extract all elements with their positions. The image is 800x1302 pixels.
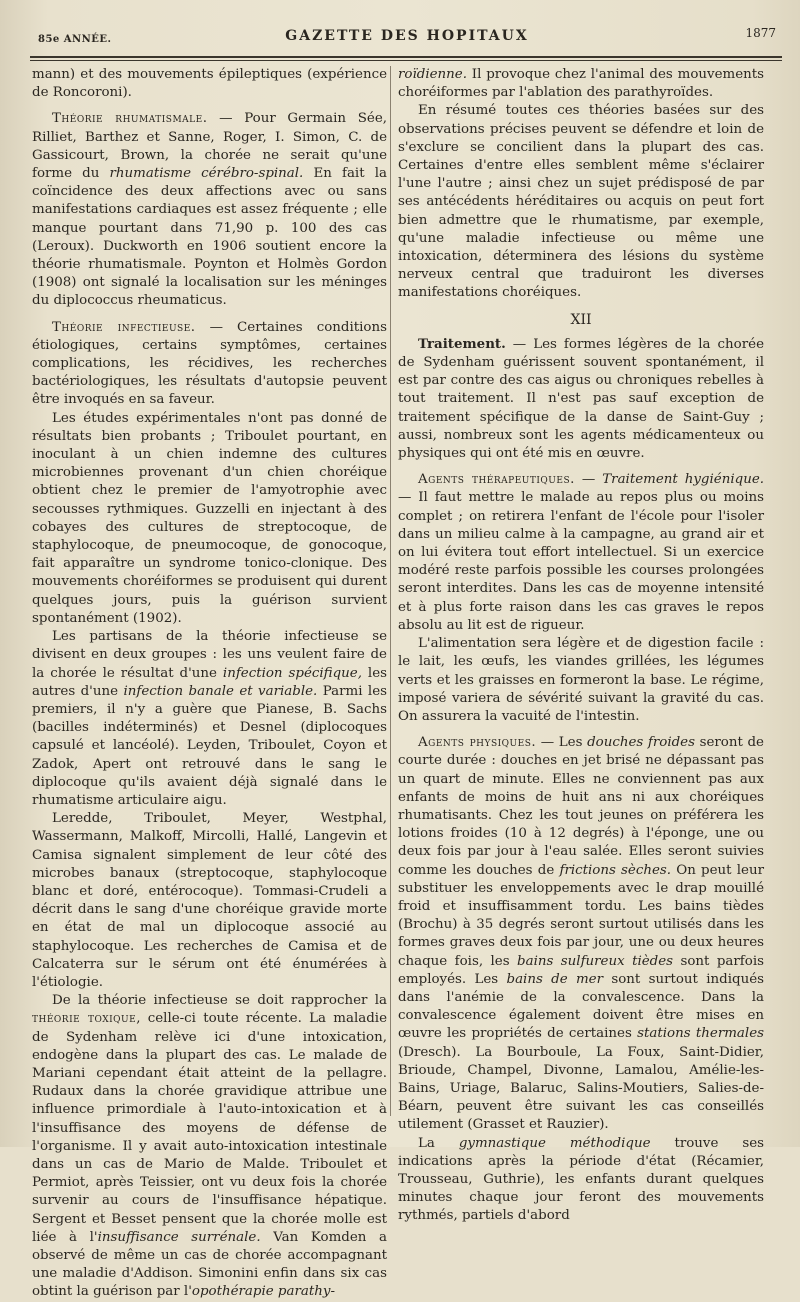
section-heading: Théorie rhumatismale. (52, 111, 208, 127)
paragraph: Les études expérimentales n'ont pas donné de résultats bien probants ; Triboulet pourtant, en inoculant à un chien indemne des cultures microbiennes provenant d'un chien choréique obtient chez le premier de l'amyotrophie avec secousses rythmiques. Guzzelli en injectant à des cobayes des cultures de streptocoque, de staphylocoque, de pneumocoque, de gonocoque, fait apparaître un syndrome tonico-clonique. Des mouvements choréiformes se produisent qui durent quelques jours, puis la guérison survient spontanément (1902). (32, 410, 387, 626)
section-heading: Agents physiques. (418, 735, 537, 751)
paragraph: L'alimentation sera légère et de digestion facile : le lait, les œufs, les viandes grillées, les légumes verts et les graisses en formeront la base. Le régime, imposé variera de sévérité suivant la gravité du cas. On assurera la vacuité de l'intestin. (398, 636, 764, 724)
header-rule-thin (30, 60, 782, 61)
paragraph-treatment: Traitement. — Les formes légères de la chorée de Sydenham guérissent souvent spontanément, il est par contre des cas aigus ou chroniques rebelles à tout traitement. Il n'est pas sauf exception de traitement spécifique de la danse de Saint-Guy ; aussi, nombreux sont les agents médicamenteux ou physiques qui ont été mis en œuvre. (398, 335, 764, 462)
section-heading: Traitement. (418, 335, 506, 352)
paragraph-rheumatic-theory: Théorie rhumatismale. — Pour Germain Sée, Rilliet, Barthez et Sanne, Roger, I. Simon, C. de Gassicourt, Brown, la chorée ne serait qu'une forme du rhumatisme cérébro-spinal. En fait la coïncidence des deux affections avec ou sans manifestations cardiaques est assez fréquente ; elle manque pourtant dans 71,90 p. 100 des cas (Leroux). Duckworth en 1906 soutient encore la théorie rhumatismale. Poynton et Holmès Gordon (1908) ont signalé la localisation sur les méninges du diplococcus rheumaticus. (32, 111, 387, 309)
left-column (32, 66, 387, 1302)
section-number: XII (570, 311, 592, 328)
running-header (38, 22, 776, 52)
paragraph-infectious-theory: Théorie infectieuse. — Certaines conditions étiologiques, certains symptômes, certaines complications, les récidives, les recherches bactériologiques, les résultats d'autopsie peuvent être invoqués en sa faveur. (32, 319, 387, 408)
paragraph: roïdienne. Il provoque chez l'animal des mouvements choréiformes par l'ablation des parathyroïdes. (398, 67, 764, 101)
section-heading: Théorie infectieuse. (52, 319, 196, 335)
volume-year: 85e ANNÉE. (38, 34, 112, 45)
header-rule (30, 56, 782, 58)
column-divider (390, 66, 391, 1116)
section-heading: Agents thérapeutiques. (418, 472, 575, 488)
paragraph: La gymnastique méthodique trouve ses indications après la période d'état (Récamier, Trousseau, Guthrie), les enfants durant quelques minutes chaque jour feront des mouvements rythmés, partiels d'abord (398, 1135, 764, 1224)
paragraph: Leredde, Triboulet, Meyer, Westphal, Wassermann, Malkoff, Mircolli, Hallé, Langevin et Camisa signalent simplement de leur côté des microbes banaux (streptocoque, staphylocoque blanc et doré, entérocoque). Tommasi-Crudeli a décrit dans le sang d'une choréique gravide morte en état de mal un diplocoque associé au staphylocoque. Les recherches de Camisa et de Calcaterra sur le sérum ont été énumérées à l'étiologie. (32, 811, 387, 990)
paragraph: Les partisans de la théorie infectieuse se divisent en deux groupes : les uns veulent faire de la chorée le résultat d'une infection spécifique, les autres d'une infection banale et variable. Parmi les premiers, il n'y a guère que Pianese, B. Sachs (bacilles indéterminés) et Desnel (diplocoques capsulé et lancéolé). Leyden, Triboulet, Coyon et Zadok, Apert ont retrouvé dans le sang le diplocoque qu'ils avaient déjà signalé dans le rhumatisme articulaire aigu. (32, 629, 388, 808)
journal-title: GAZETTE DES HOPITAUX (285, 28, 529, 44)
paragraph-summary: En résumé toutes ces théories basées sur des observations précises peuvent se défendre et loin de s'exclure se concilient dans la plupart des cas. Certaines d'entre elles semblent même s'éclairer l'une l'autre ; ainsi chez un sujet prédisposé de par ses antécédents héréditaires ou acquis on peut fort bien admettre que le rhumatisme, par exemple, qu'une maladie infectieuse ou même une intoxication, déterminera des lésions du système nerveux central que traduiront les diverses manifestations choréiques. (398, 103, 764, 301)
right-column (398, 66, 764, 1226)
section-heading: théorie toxique (32, 1011, 137, 1027)
paragraph-therapeutic-agents: Agents thérapeutiques. — Traitement hygiénique. — Il faut mettre le malade au repos plus ou moins complet ; on retirera l'enfant de l'école pour l'isoler dans un milieu calme à la campagne, au grand air et on lui évitera tout effort intellectuel. Si un exercice modéré reste parfois possible les courses prolongées seront interdites. Dans les cas de moyenne intensité et à plus forte raison dans les cas graves le repos absolu au lit est de rigueur. (398, 472, 764, 633)
paragraph-physical-agents: Agents physiques. — Les douches froides seront de courte durée : douches en jet brisé ne dépassant pas un quart de minute. Elles ne conviennent pas aux enfants de moins de huit ans ni aux choréiques rhumatisants. Chez les tout jeunes on préférera les lotions froides (10 à 12 degrés) à l'éponge, une ou deux fois par jour à l'eau salée. Elles seront suivies comme les douches de frictions sèches. On peut leur substituer les enveloppements avec le drap mouillé froid et insuffisamment tordu. Les bains tièdes (Brochu) à 35 degrés seront surtout utilisés dans les formes graves deux fois par jour, une ou deux heures chaque fois, les bains sulfureux tièdes sont parfois employés. Les bains de mer sont surtout indiqués dans l'anémie de la convalescence. Dans la convalescence également doivent être mises en œuvre les propriétés de certaines stations thermales (Dresch). La Bourboule, La Foux, Saint-Didier, Brioude, Champel, Divonne, Lamalou, Amélie-les-Bains, Uriage, Balaruc, Salins-Moutiers, Salies-de-Béarn, peuvent être suivant les cas conseillés utilement (Grasset et Rauzier). (398, 735, 765, 1133)
paragraph-toxic-theory: De la théorie infectieuse se doit rapprocher la théorie toxique, celle-ci toute récente. La maladie de Sydenham relève ici d'une intoxication, endogène dans la plupart des cas. Le malade de Mariani cependant était atteint de la pellagre. Rudaux dans la chorée gravidique attribue une influence primordiale à l'auto-intoxication et à l'insuffisance des moyens de défense de l'organisme. Il y avait auto-intoxication intestinale dans un cas de Mario de Malde. Triboulet et Permiot, après Teissier, ont vu deux fois la chorée survenir au cours de l'insuffisance hépatique. Sergent et Besset pensent que la chorée molle est liée à l'insuffisance surrénale. Van Komden a observé de même un cas de chorée accompagnant une maladie d'Addison. Simonini enfin dans six cas obtint la guérison par l'opothérapie parathy- (32, 993, 387, 1300)
page-number: 1877 (745, 26, 776, 40)
paragraph: mann) et des mouvements épileptiques (expérience de Roncoroni). (32, 67, 387, 101)
